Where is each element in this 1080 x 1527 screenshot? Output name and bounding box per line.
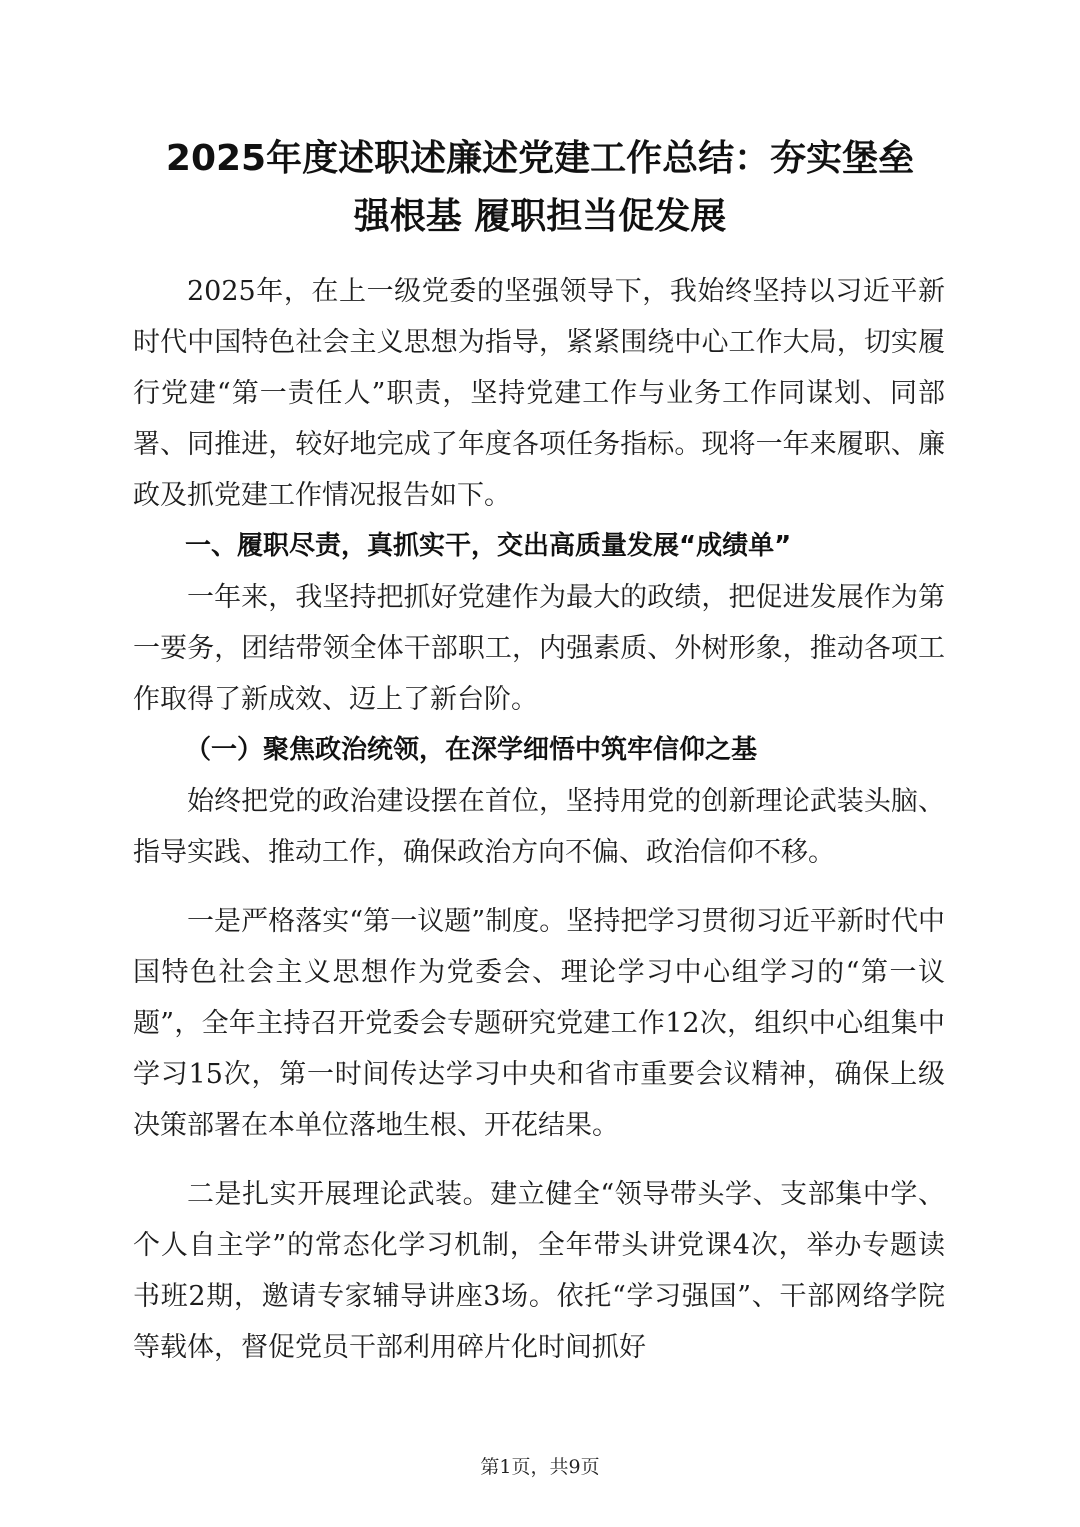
subsection-1-paragraph: 始终把党的政治建设摆在首位，坚持用党的创新理论武装头脑、指导实践、推动工作，确保政治方向不偏、政治信仰不移。 bbox=[133, 786, 945, 868]
section-heading-1: 一、履职尽责，真抓实干，交出高质量发展“成绩单” bbox=[185, 531, 792, 561]
intro-paragraph: 2025年，在上一级党委的坚强领导下，我始终坚持以习近平新时代中国特色社会主义思想为指导，紧紧围绕中心工作大局，切实履行党建“第一责任人”职责，坚持党建工作与业务工作同谋划、同部署、同推进，较好地完成了年度各项任务指标。现将一年来履职、廉政及抓党建工作情况报告如下。 bbox=[133, 276, 945, 511]
subsection-heading-1: （一）聚焦政治统领，在深学细悟中筑牢信仰之基 bbox=[185, 735, 758, 765]
title-line-2: 强根基 履职担当促发展 bbox=[353, 196, 727, 237]
item-2-paragraph: 二是扎实开展理论武装。建立健全“领导带头学、支部集中学、个人自主学”的常态化学习机制，全年带头讲党课4次，举办专题读书班2期，邀请专家辅导讲座3场。依托“学习强国”、干部网络学院等载体，督促党员干部利用碎片化时间抓好 bbox=[133, 1179, 945, 1363]
document-title bbox=[110, 130, 970, 246]
title-line-1: 2025年度述职述廉述党建工作总结：夯实堡垒 bbox=[165, 138, 915, 179]
document-body bbox=[133, 266, 945, 1373]
item-1-paragraph: 一是严格落实“第一议题”制度。坚持把学习贯彻习近平新时代中国特色社会主义思想作为党委会、理论学习中心组学习的“第一议题”，全年主持召开党委会专题研究党建工作12次，组织中心组集中学习15次，第一时间传达学习中央和省市重要会议精神，确保上级决策部署在本单位落地生根、开花结果。 bbox=[133, 906, 945, 1141]
section-1-paragraph: 一年来，我坚持把抓好党建作为最大的政绩，把促进发展作为第一要务，团结带领全体干部职工，内强素质、外树形象，推动各项工作取得了新成效、迈上了新台阶。 bbox=[133, 582, 945, 715]
page-footer: 第1页，共9页 bbox=[480, 1456, 600, 1478]
